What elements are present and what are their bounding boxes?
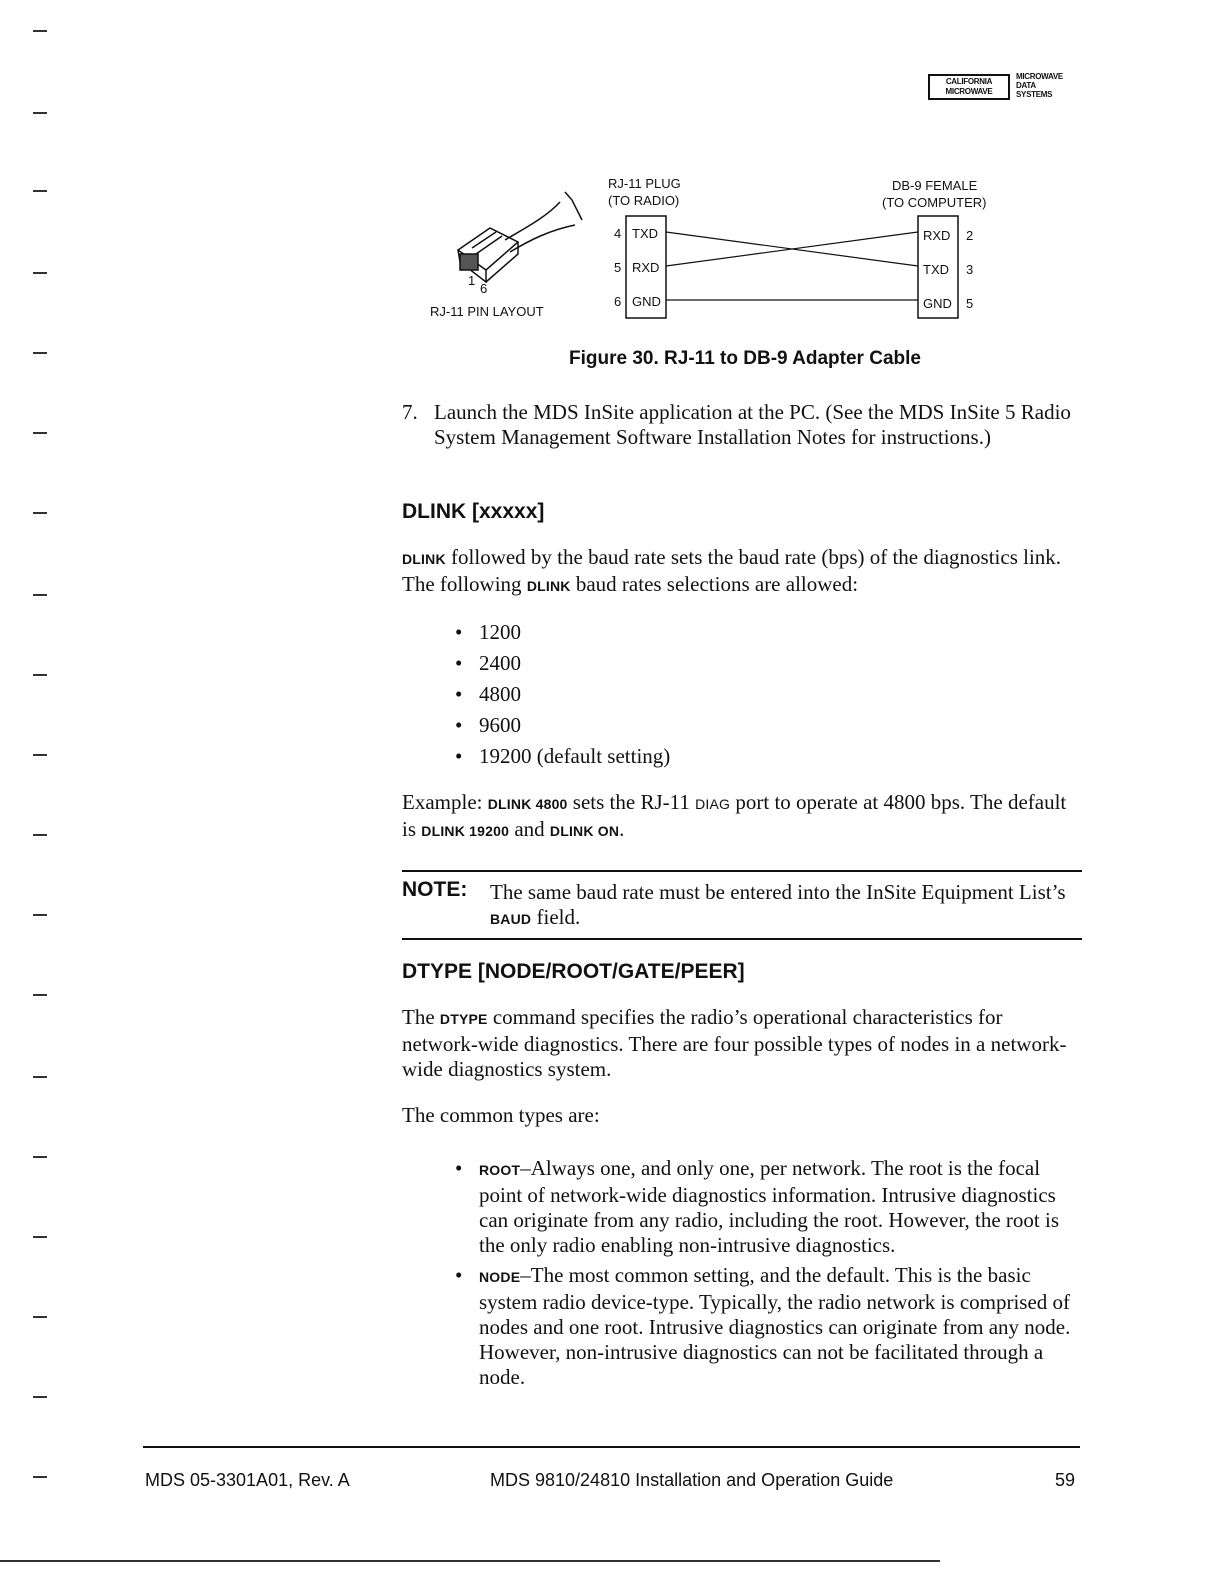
margin-tick xyxy=(33,432,47,434)
db9-pin-signal: RXD xyxy=(923,228,951,243)
company-logo xyxy=(928,72,1090,104)
adapter-cable-diagram xyxy=(410,170,1030,330)
default-and: and xyxy=(509,817,550,841)
logo-box-line1: CALIFORNIA xyxy=(945,77,993,86)
example-command: DLINK 4800 xyxy=(487,796,568,812)
bullet-icon: • xyxy=(455,1263,463,1287)
dlink-intro xyxy=(402,545,1082,599)
margin-tick xyxy=(33,994,47,996)
rj11-connector-icon xyxy=(458,192,582,282)
margin-tick xyxy=(33,272,47,274)
db9-label: DB-9 FEMALE xyxy=(892,178,978,193)
dlink-heading: DLINK [xxxxx] xyxy=(402,500,545,523)
pin-six-label: 6 xyxy=(480,281,488,296)
logo-box xyxy=(928,74,1010,100)
example-mid: sets the RJ-11 xyxy=(567,790,696,814)
list-item xyxy=(455,682,1095,707)
db9-pin-number: 5 xyxy=(966,296,974,311)
note-text xyxy=(490,880,1090,932)
logo-side-line2: DATA xyxy=(1016,81,1036,90)
db9-pin-signal: GND xyxy=(923,296,952,311)
logo-side-line1: MICROWAVE xyxy=(1016,72,1063,81)
list-item xyxy=(455,620,1095,645)
pin-one-label: 1 xyxy=(468,273,476,288)
step-text: Launch the MDS InSite application at the PC. (See the MDS InSite 5 Radio System Management Software Installation Notes for instructions.) xyxy=(434,400,1071,449)
step-7 xyxy=(402,400,1082,450)
logo-box-line2: MICROWAVE xyxy=(945,87,993,96)
dtype-command: DTYPE xyxy=(439,1011,488,1027)
margin-tick xyxy=(33,1236,47,1238)
rj11-pin-number: 6 xyxy=(614,294,622,309)
margin-tick xyxy=(33,190,47,192)
margin-tick xyxy=(33,594,47,596)
note-text-1: The same baud rate must be entered into the InSite Equipment List’s xyxy=(490,880,1066,904)
rj11-pin-number: 5 xyxy=(614,260,622,275)
baud-rate: 1200 xyxy=(479,620,521,644)
list-item xyxy=(455,651,1095,676)
dlink-command: DLINK xyxy=(526,578,571,594)
margin-tick xyxy=(33,1396,47,1398)
db9-sublabel: (TO COMPUTER) xyxy=(882,195,987,210)
note-bottom-rule xyxy=(402,938,1082,940)
footer-doc-number: MDS 05-3301A01, Rev. A xyxy=(145,1470,350,1490)
margin-tick xyxy=(33,1316,47,1318)
bullet-icon: • xyxy=(455,713,463,737)
margin-tick xyxy=(33,1476,47,1478)
list-item xyxy=(455,713,1095,738)
rj11-pin-signal: TXD xyxy=(632,226,658,241)
page-number: 59 xyxy=(1055,1470,1076,1490)
default-command: DLINK 19200 xyxy=(421,823,510,839)
dlink-command: DLINK xyxy=(402,551,446,567)
default-end: . xyxy=(619,817,625,841)
node-type-description: –The most common setting, and the default. This is the basic system radio device-type. Typically, the radio network is comprised of nodes and one root. Intrusive diagnostics can originate from any node. However, non-intrusive diagnostics can not be facilitated through a node. xyxy=(479,1263,1071,1389)
margin-tick xyxy=(33,754,47,756)
margin-tick xyxy=(33,674,47,676)
step-number: 7. xyxy=(402,400,418,424)
example-rest: port to operate at 4800 bps. The default is xyxy=(402,790,1067,841)
baud-rate: 4800 xyxy=(479,682,521,706)
footer-title: MDS 9810/24810 Installation and Operation Guide xyxy=(490,1470,894,1490)
margin-tick xyxy=(33,914,47,916)
baud-rate: 9600 xyxy=(479,713,521,737)
cable-wires xyxy=(666,232,918,300)
plug-label: RJ-11 PLUG xyxy=(608,176,681,191)
margin-tick xyxy=(33,834,47,836)
rj11-pin-signal: GND xyxy=(632,294,661,309)
dtype-intro xyxy=(402,1005,1082,1082)
db9-pin-signal: TXD xyxy=(923,262,949,277)
node-type-list xyxy=(455,1156,1075,1395)
margin-tick xyxy=(33,30,47,32)
dlink-intro-text-2: baud rates selections are allowed: xyxy=(570,572,859,596)
bullet-icon: • xyxy=(455,744,463,768)
rj11-pin-signal: RXD xyxy=(632,260,660,275)
logo-side-line3: SYSTEMS xyxy=(1016,90,1053,99)
logo-side-text xyxy=(1016,72,1096,99)
list-item xyxy=(455,744,1095,769)
baud-rate: 19200 (default setting) xyxy=(479,744,671,768)
common-types-label: The common types are: xyxy=(402,1103,600,1127)
node-type-description: –Always one, and only one, per network. The root is the focal point of network-wide diagnostics information. Intrusive diagnostics can originate from any radio, including the root. However, the root is the only radio enabling non-intrusive diagnostics. xyxy=(479,1156,1059,1257)
db9-pin-number: 2 xyxy=(966,228,974,243)
margin-tick xyxy=(33,1156,47,1158)
dlink-example xyxy=(402,790,1082,844)
default-command: DLINK ON xyxy=(549,823,620,839)
bullet-icon: • xyxy=(455,651,463,675)
node-type-name: ROOT xyxy=(479,1162,521,1178)
example-prefix: Example: xyxy=(402,790,488,814)
margin-tick xyxy=(33,352,47,354)
bullet-icon: • xyxy=(455,682,463,706)
bullet-icon: • xyxy=(455,620,463,644)
dtype-heading: DTYPE [NODE/ROOT/GATE/PEER] xyxy=(402,960,745,983)
list-item xyxy=(455,1156,1075,1258)
rj11-pin-number: 4 xyxy=(614,226,622,241)
note-label: NOTE: xyxy=(402,878,468,901)
margin-tick xyxy=(33,512,47,514)
margin-tick xyxy=(33,112,47,114)
dlink-intro-text-1: followed by the baud rate sets the baud rate (bps) of the diagnostics link. The following xyxy=(402,545,1062,596)
db9-pin-number: 3 xyxy=(966,262,974,277)
plug-sublabel: (TO RADIO) xyxy=(608,193,680,208)
dtype-intro-prefix: The xyxy=(402,1005,440,1029)
baud-field-label: BAUD xyxy=(490,911,532,927)
scan-edge-rule xyxy=(0,1560,940,1562)
bullet-icon: • xyxy=(455,1156,463,1180)
margin-tick xyxy=(33,1076,47,1078)
list-item xyxy=(455,1263,1075,1390)
figure-caption: Figure 30. RJ-11 to DB-9 Adapter Cable xyxy=(569,348,921,369)
note-text-2: field. xyxy=(531,905,581,929)
note-top-rule xyxy=(402,870,1082,872)
baud-rate-list xyxy=(455,620,1095,775)
pin-layout-label: RJ-11 PIN LAYOUT xyxy=(430,304,544,319)
baud-rate: 2400 xyxy=(479,651,521,675)
node-type-name: NODE xyxy=(479,1269,521,1285)
diag-port-label: DIAG xyxy=(695,796,731,812)
footer-rule xyxy=(143,1446,1080,1448)
dtype-intro-text: command specifies the radio’s operational characteristics for network-wide diagnostics. There are four possible types of nodes in a network-wide diagnostics system. xyxy=(402,1005,1067,1081)
